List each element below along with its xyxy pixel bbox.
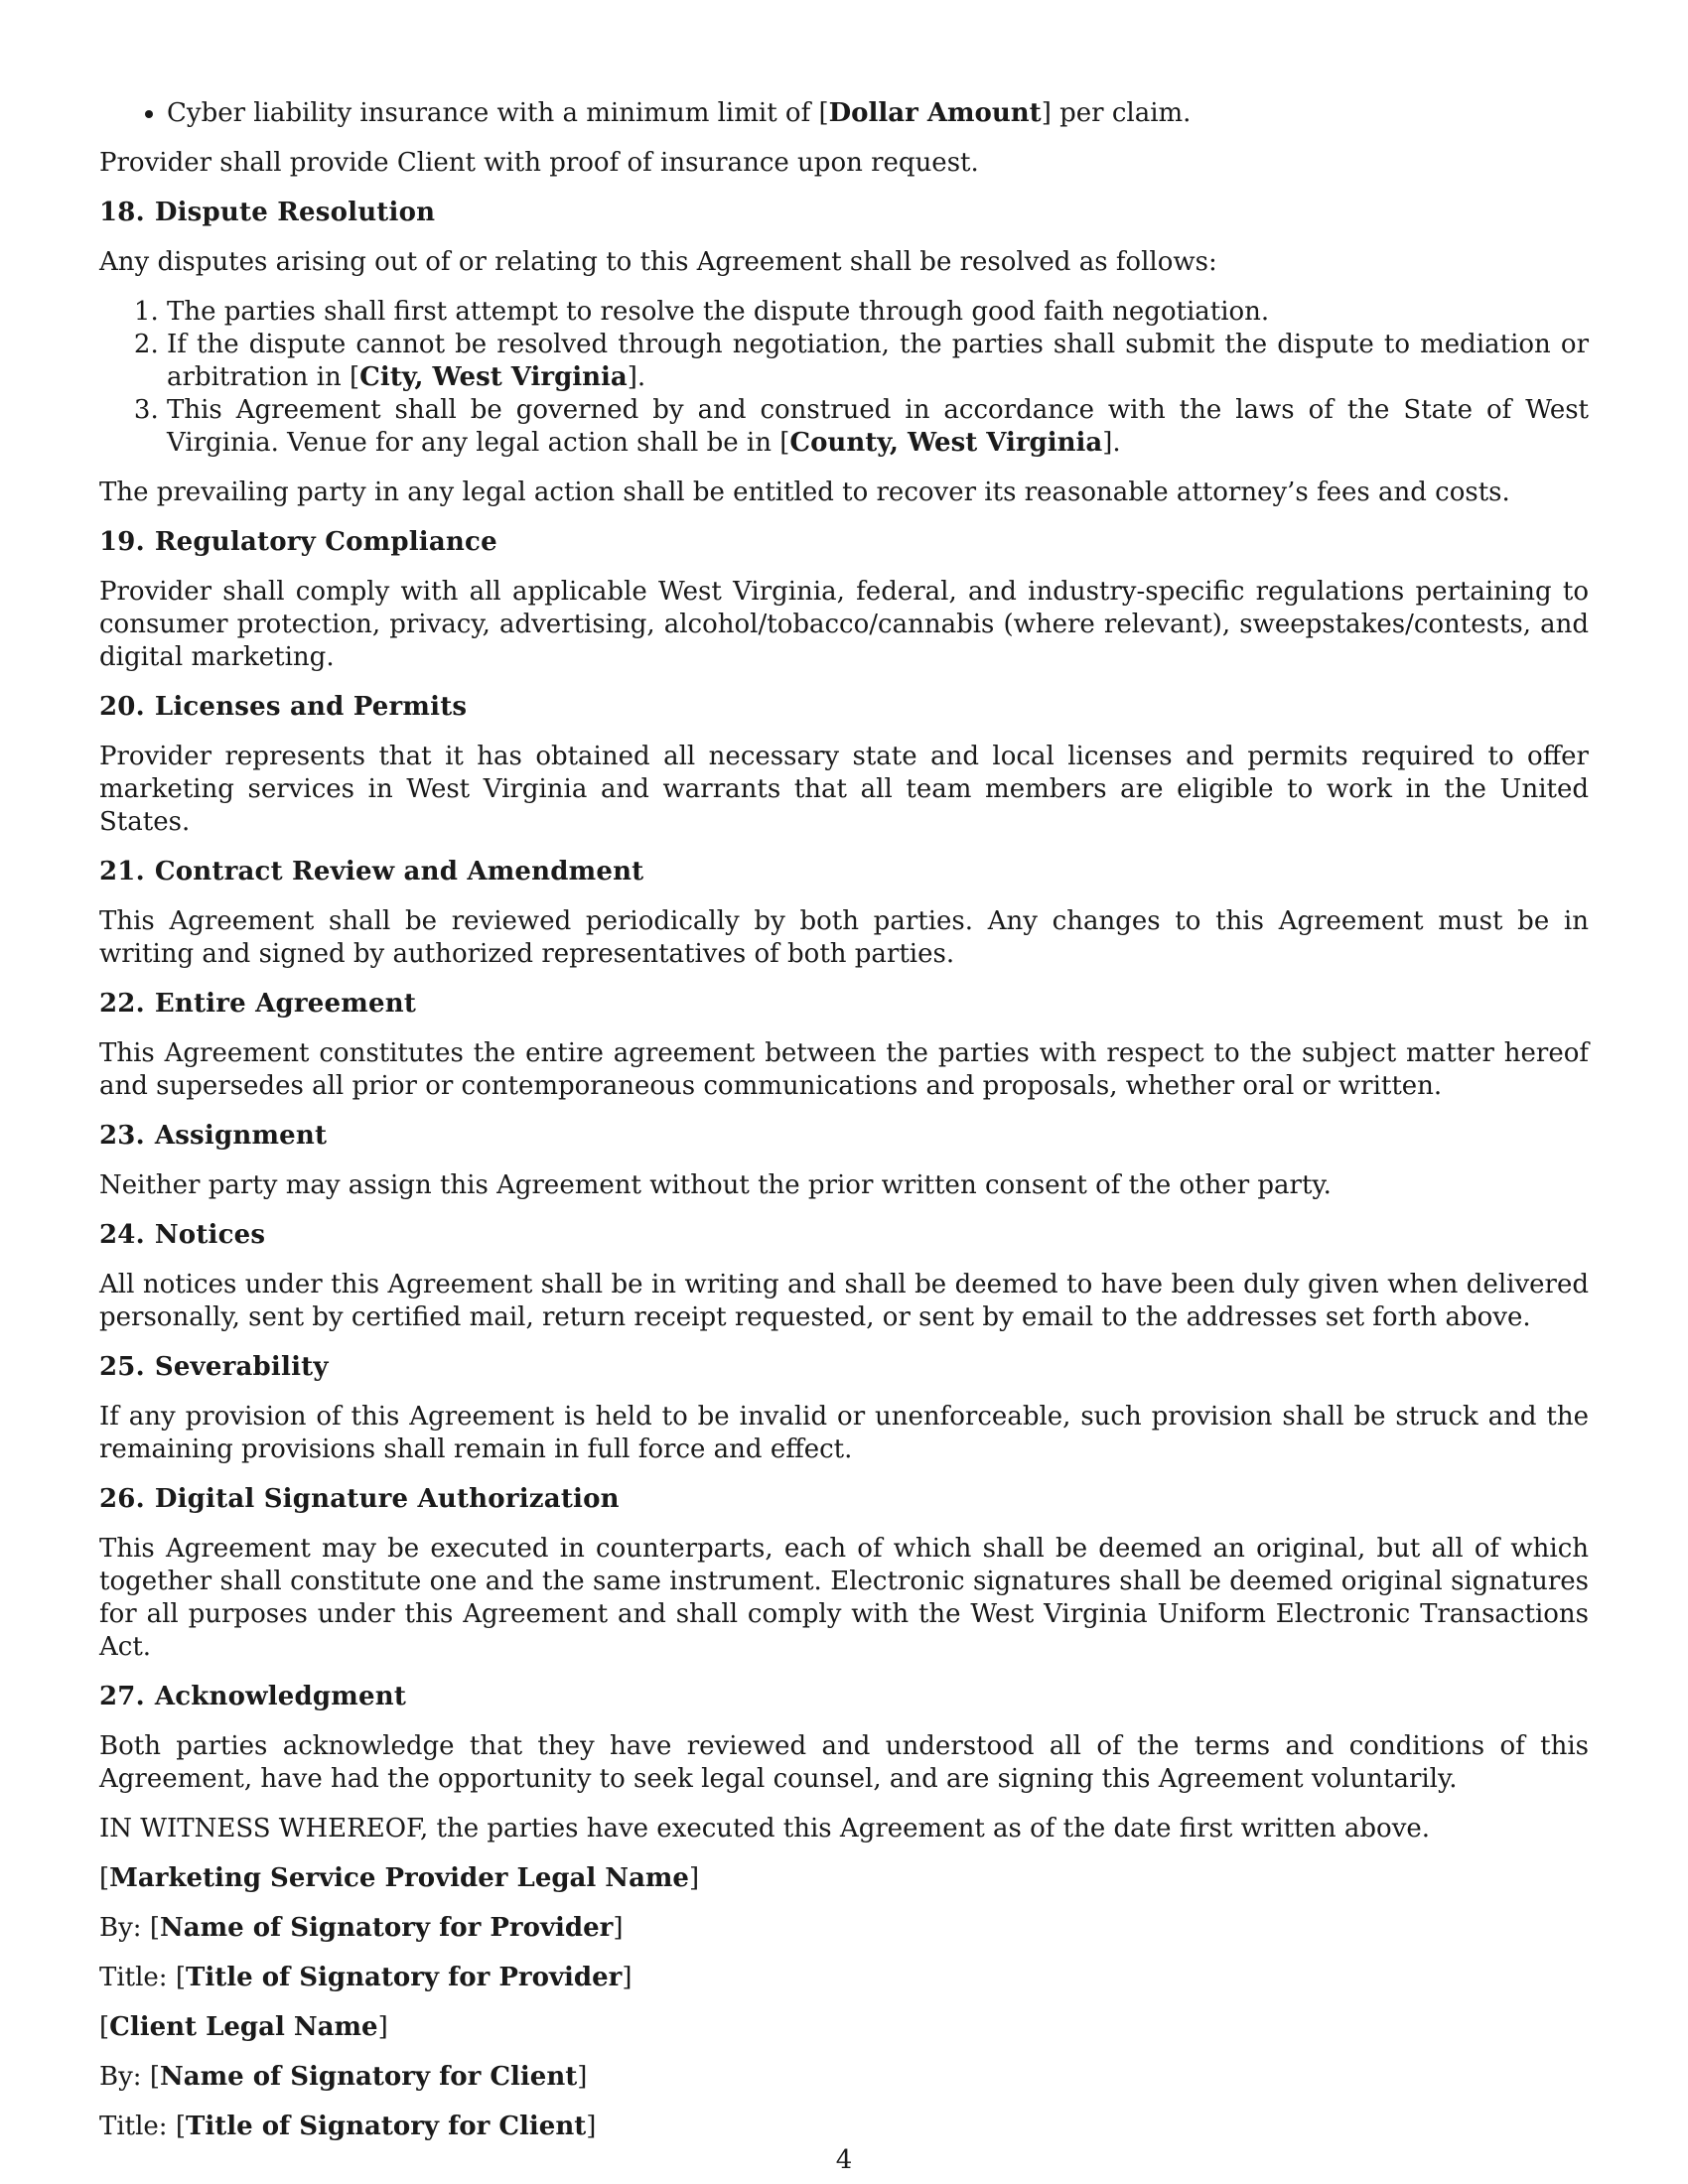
- placeholder-city: City, West Virginia: [359, 362, 628, 392]
- provider-legal-name: [Marketing Service Provider Legal Name]: [99, 1863, 700, 1893]
- section-27-body: Both parties acknowledge that they have reviewed and understood all of the terms and conditions of this Agreement, have had the opportunity to seek legal counsel, and are signing this Agreement voluntarily.: [99, 1731, 1589, 1794]
- section-24-body: All notices under this Agreement shall be in writing and shall be deemed to have been duly given when delivered personally, sent by certified mail, return receipt requested, or sent by email to the addresses set forth above.: [99, 1270, 1589, 1332]
- client-signatory-line: By: [Name of Signatory for Client]: [99, 2062, 588, 2092]
- insurance-list: [99, 97, 1589, 130]
- provider-title-line: Title: [Title of Signatory for Provider]: [99, 1963, 633, 1992]
- section-22-heading: 22. Entire Agreement: [99, 989, 417, 1019]
- client-legal-name: [Client Legal Name]: [99, 2012, 388, 2042]
- document-page: [99, 97, 1589, 2160]
- list-item: 1. The parties shall first attempt to resolve the dispute through good faith negotiation.: [167, 296, 1589, 329]
- section-23-heading: 23. Assignment: [99, 1121, 328, 1151]
- section-18-heading: 18. Dispute Resolution: [99, 198, 436, 227]
- section-20-body: Provider represents that it has obtained all necessary state and local licenses and permits required to offer marketing services in West Virginia and warrants that all team members are eligible to work in the United States.: [99, 742, 1589, 837]
- placeholder-county: County, West Virginia: [789, 428, 1103, 458]
- client-title-line: Title: [Title of Signatory for Client]: [99, 2112, 597, 2141]
- section-22-body: This Agreement constitutes the entire agreement between the parties with respect to the subject matter hereof and supersedes all prior or contemporaneous communications and proposals, whether oral or written.: [99, 1038, 1589, 1101]
- page-number: 4: [835, 2145, 853, 2175]
- list-item: 3. This Agreement shall be governed by and construed in accordance with the laws of the State of West Virginia. Venue for any legal action shall be in [County, West Virginia].: [167, 394, 1589, 460]
- section-21-body: This Agreement shall be reviewed periodically by both parties. Any changes to this Agreement must be in writing and signed by authorized representatives of both parties.: [99, 906, 1589, 969]
- section-18-intro: Any disputes arising out of or relating to this Agreement shall be resolved as follows:: [99, 247, 1217, 277]
- section-26-heading: 26. Digital Signature Authorization: [99, 1484, 620, 1514]
- dispute-steps-list: [99, 296, 1589, 460]
- section-19-body: Provider shall comply with all applicable West Virginia, federal, and industry-specific regulations pertaining to consumer protection, privacy, advertising, alcohol/tobacco/cannabis (where relevant), sweepstakes/contests, and digital marketing.: [99, 577, 1589, 672]
- section-24-heading: 24. Notices: [99, 1220, 266, 1250]
- section-25-body: If any provision of this Agreement is held to be invalid or unenforceable, such provision shall be struck and the remaining provisions shall remain in full force and effect.: [99, 1402, 1589, 1464]
- section-20-heading: 20. Licenses and Permits: [99, 692, 468, 722]
- proof-of-insurance-text: Provider shall provide Client with proof of insurance upon request.: [99, 148, 979, 178]
- section-19-heading: 19. Regulatory Compliance: [99, 527, 497, 557]
- list-item: • Cyber liability insurance with a minimum limit of [Dollar Amount] per claim.: [167, 97, 1589, 130]
- witness-clause: IN WITNESS WHEREOF, the parties have executed this Agreement as of the date first written above.: [99, 1814, 1431, 1843]
- list-item: 2. If the dispute cannot be resolved through negotiation, the parties shall submit the dispute to mediation or arbitration in [City, West Virginia].: [167, 329, 1589, 394]
- section-23-body: Neither party may assign this Agreement without the prior written consent of the other party.: [99, 1170, 1332, 1200]
- section-21-heading: 21. Contract Review and Amendment: [99, 857, 644, 887]
- section-27-heading: 27. Acknowledgment: [99, 1682, 407, 1711]
- section-26-body: This Agreement may be executed in counterparts, each of which shall be deemed an original, but all of which together shall constitute one and the same instrument. Electronic signatures shall be deemed original signatures for all purposes under this Agreement and shall comply with the West Virginia Uniform Electronic Transactions Act.: [99, 1534, 1589, 1662]
- provider-signatory-line: By: [Name of Signatory for Provider]: [99, 1913, 624, 1943]
- placeholder-dollar-amount: Dollar Amount: [828, 98, 1042, 128]
- section-18-closing: The prevailing party in any legal action shall be entitled to recover its reasonable attorney’s fees and costs.: [99, 478, 1510, 507]
- section-25-heading: 25. Severability: [99, 1352, 329, 1382]
